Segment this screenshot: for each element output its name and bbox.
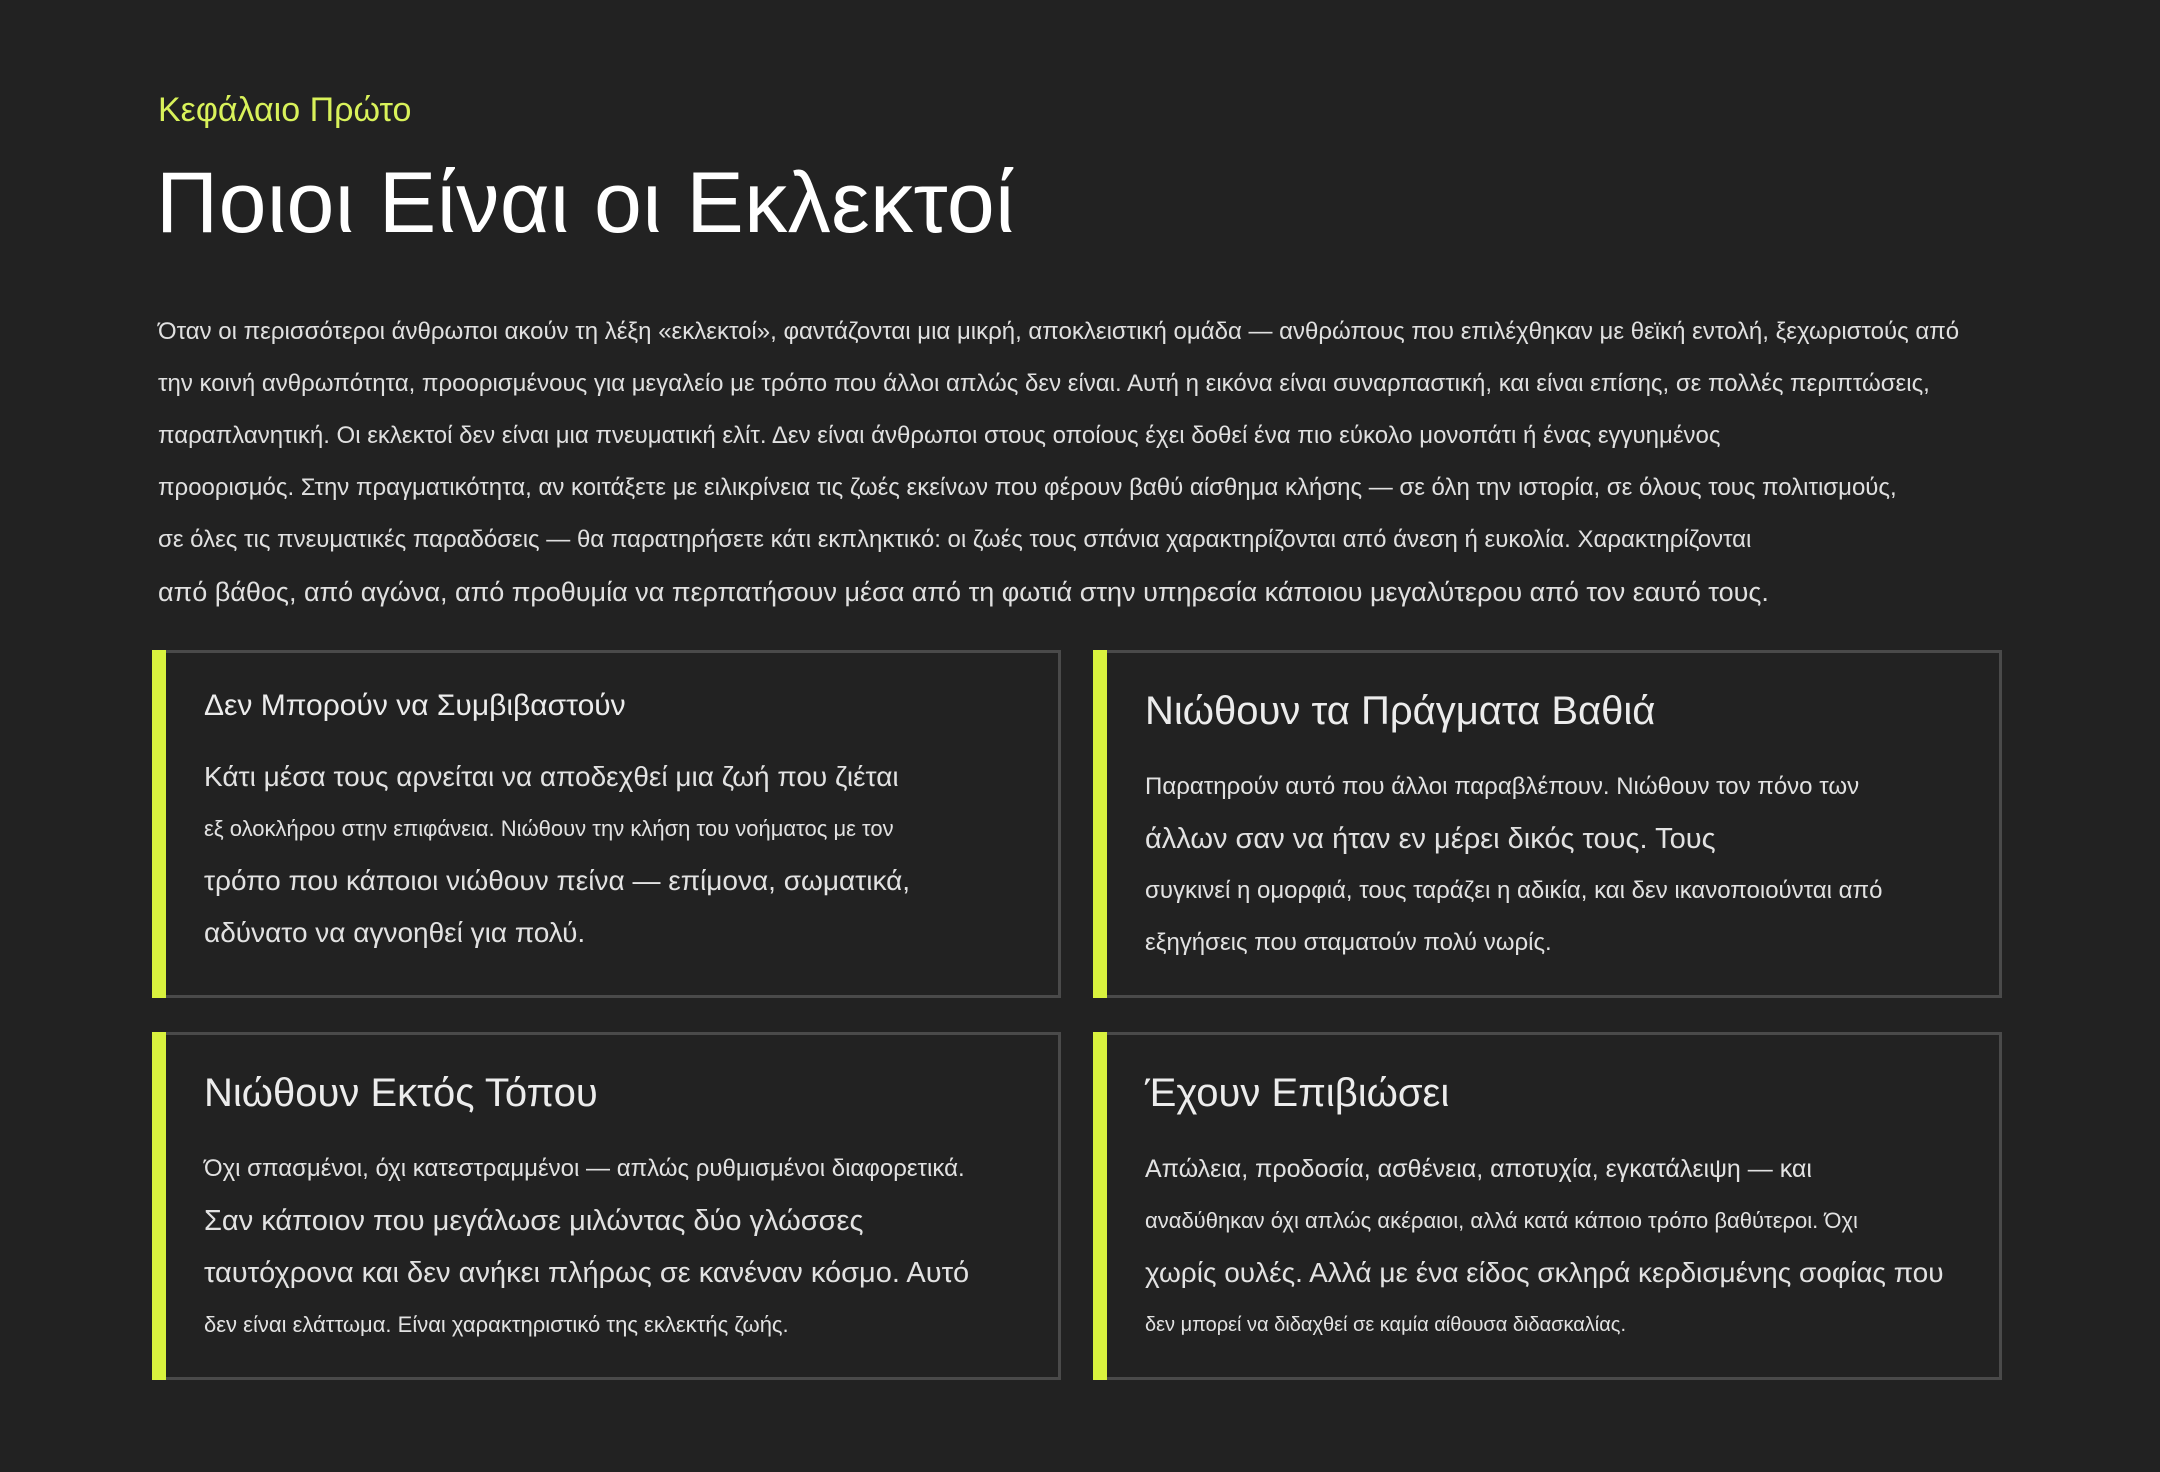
chapter-label: Κεφάλαιο Πρώτο [158, 91, 412, 129]
card-line: Σαν κάποιον που μεγάλωσε μιλώντας δύο γλώσσες [204, 1205, 864, 1237]
card-body [204, 751, 1034, 959]
card-line: άλλων σαν να ήταν εν μέρει δικός τους. Τους [1145, 823, 1716, 855]
card-title: Νιώθουν Εκτός Τόπου [204, 1071, 598, 1115]
card-line: Απώλεια, προδοσία, ασθένεια, αποτυχία, εγκατάλειψη — και [1145, 1155, 1812, 1183]
trait-card-survived [1093, 1032, 2002, 1380]
card-line: αναδύθηκαν όχι απλώς ακέραιοι, αλλά κατά κάποιο τρόπο βαθύτεροι. Όχι [1145, 1208, 1858, 1233]
card-title: Έχουν Επιβιώσει [1145, 1071, 1450, 1115]
card-line: Παρατηρούν αυτό που άλλοι παραβλέπουν. Νιώθουν τον πόνο των [1145, 773, 1860, 800]
intro-line: Όταν οι περισσότεροι άνθρωποι ακούν τη λέξη «εκλεκτοί», φαντάζονται μια μικρή, αποκλειστική ομάδα — ανθρώπους που επιλέχθηκαν με θεϊκή εντολή, ξεχωριστούς από [158, 318, 1960, 345]
chapter-page [156, 86, 2002, 1337]
card-line: ταυτόχρονα και δεν ανήκει πλήρως σε κανέναν κόσμο. Αυτό [204, 1257, 970, 1289]
card-body [204, 1143, 1034, 1351]
trait-cards-grid [152, 650, 2004, 1380]
card-line: εξ ολοκλήρου στην επιφάνεια. Νιώθουν την κλήση του νοήματος με τον [204, 816, 894, 841]
card-line: συγκινεί η ομορφιά, τους ταράζει η αδικία, και δεν ικανοποιούνται από [1145, 877, 1883, 904]
intro-line: την κοινή ανθρωπότητα, προορισμένους για μεγαλείο με τρόπο που άλλοι απλώς δεν είναι. Αυτή η εικόνα είναι συναρπαστική, και είναι επίσης, σε πολλές περιπτώσεις, [158, 370, 1930, 397]
card-line: τρόπο που κάποιοι νιώθουν πείνα — επίμονα, σωματικά, [204, 865, 911, 896]
card-line: αδύνατο να αγνοηθεί για πολύ. [204, 917, 586, 948]
card-accent-bar [152, 650, 166, 998]
card-line: δεν μπορεί να διδαχθεί σε καμία αίθουσα διδασκαλίας. [1145, 1314, 1626, 1336]
intro-line: προορισμός. Στην πραγματικότητα, αν κοιτάξετε με ειλικρίνεια τις ζωές εκείνων που φέρουν βαθύ αίσθημα κλήσης — σε όλη την ιστορία, σε όλους τους πολιτισμούς, [158, 474, 1897, 501]
card-body [1145, 1143, 1975, 1351]
card-line: Όχι σπασμένοι, όχι κατεστραμμένοι — απλώς ρυθμισμένοι διαφορετικά. [204, 1155, 965, 1182]
card-accent-bar [1093, 1032, 1107, 1380]
card-line: δεν είναι ελάττωμα. Είναι χαρακτηριστικό της εκλεκτής ζωής. [204, 1312, 789, 1337]
card-accent-bar [1093, 650, 1107, 998]
card-title: Δεν Μπορούν να Συμβιβαστούν [204, 689, 626, 722]
intro-line: από βάθος, από αγώνα, από προθυμία να περπατήσουν μέσα από τη φωτιά στην υπηρεσία κάποιου μεγαλύτερου από τον εαυτό τους. [158, 577, 1769, 607]
card-line: χωρίς ουλές. Αλλά με ένα είδος σκληρά κερδισμένης σοφίας που [1145, 1257, 1944, 1288]
trait-card-feel-deeply [1093, 650, 2002, 998]
intro-line: παραπλανητική. Οι εκλεκτοί δεν είναι μια πνευματική ελίτ. Δεν είναι άνθρωποι στους οποίους έχει δοθεί ένα πιο εύκολο μονοπάτι ή ένας εγγυημένος [158, 422, 1721, 449]
card-body [1145, 761, 1975, 969]
page-title: Ποιοι Είναι οι Εκλεκτοί [156, 155, 1015, 251]
intro-paragraph [158, 306, 2008, 618]
card-accent-bar [152, 1032, 166, 1380]
trait-card-cannot-settle [152, 650, 1061, 998]
intro-line: σε όλες τις πνευματικές παραδόσεις — θα παρατηρήσετε κάτι εκπληκτικό: οι ζωές τους σπάνια χαρακτηρίζονται από άνεση ή ευκολία. Χαρακτηρίζονται [158, 526, 1752, 553]
trait-card-out-of-place [152, 1032, 1061, 1380]
card-line: εξηγήσεις που σταματούν πολύ νωρίς. [1145, 929, 1552, 956]
card-title: Νιώθουν τα Πράγματα Βαθιά [1145, 689, 1656, 733]
card-line: Κάτι μέσα τους αρνείται να αποδεχθεί μια ζωή που ζιέται [204, 761, 899, 792]
